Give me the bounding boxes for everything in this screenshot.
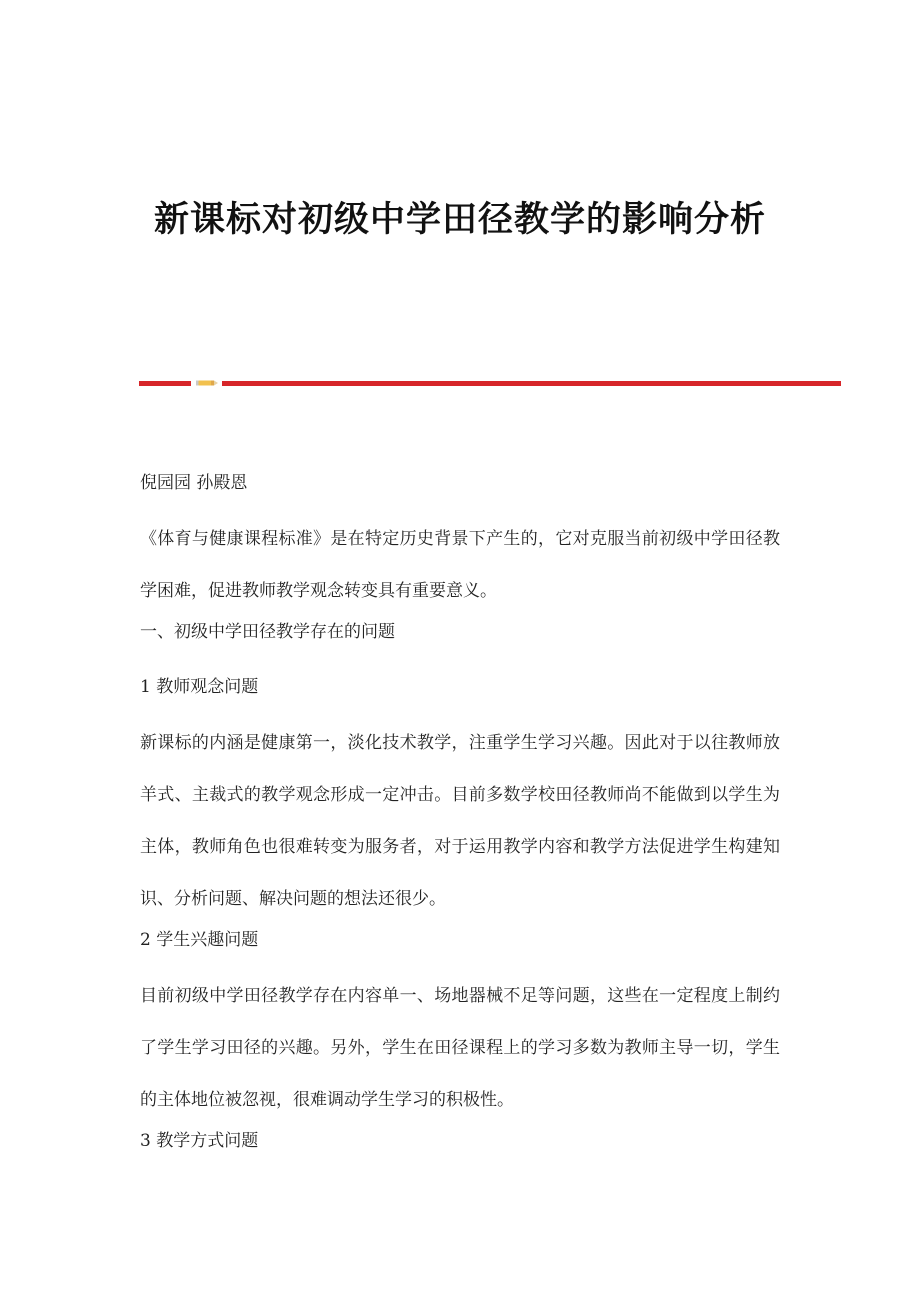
title-divider-right bbox=[222, 381, 841, 386]
pencil-icon bbox=[196, 379, 218, 387]
paragraph-1: 新课标的内涵是健康第一，淡化技术教学，注重学生学习兴趣。因此对于以往教师放羊式、主裁式的教学观念形成一定冲击。目前多数学校田径教师尚不能做到以学生为主体，教师角色也很难转变为服务者，对于运用教学内容和教学方法促进学生构建知识、分析问题、解决问题的想法还很少。 bbox=[140, 733, 780, 909]
subheading-2: 2 学生兴趣问题 bbox=[140, 930, 259, 950]
section-heading-1: 一、初级中学田径教学存在的问题 bbox=[140, 622, 395, 642]
paragraph-2: 目前初级中学田径教学存在内容单一、场地器械不足等问题，这些在一定程度上制约了学生学习田径的兴趣。另外，学生在田径课程上的学习多数为教师主导一切，学生的主体地位被忽视，很难调动学生学习的积极性。 bbox=[140, 986, 780, 1110]
document-title: 新课标对初级中学田径教学的影响分析 bbox=[153, 199, 766, 240]
intro-paragraph: 《体育与健康课程标准》是在特定历史背景下产生的，它对克服当前初级中学田径教学困难，促进教师教学观念转变具有重要意义。 bbox=[140, 529, 780, 601]
document-body bbox=[140, 470, 780, 1183]
subheading-3: 3 教学方式问题 bbox=[140, 1131, 259, 1151]
title-divider-left bbox=[139, 381, 191, 386]
author-line: 倪园园 孙殿恩 bbox=[140, 473, 248, 493]
subheading-1: 1 教师观念问题 bbox=[140, 677, 259, 697]
